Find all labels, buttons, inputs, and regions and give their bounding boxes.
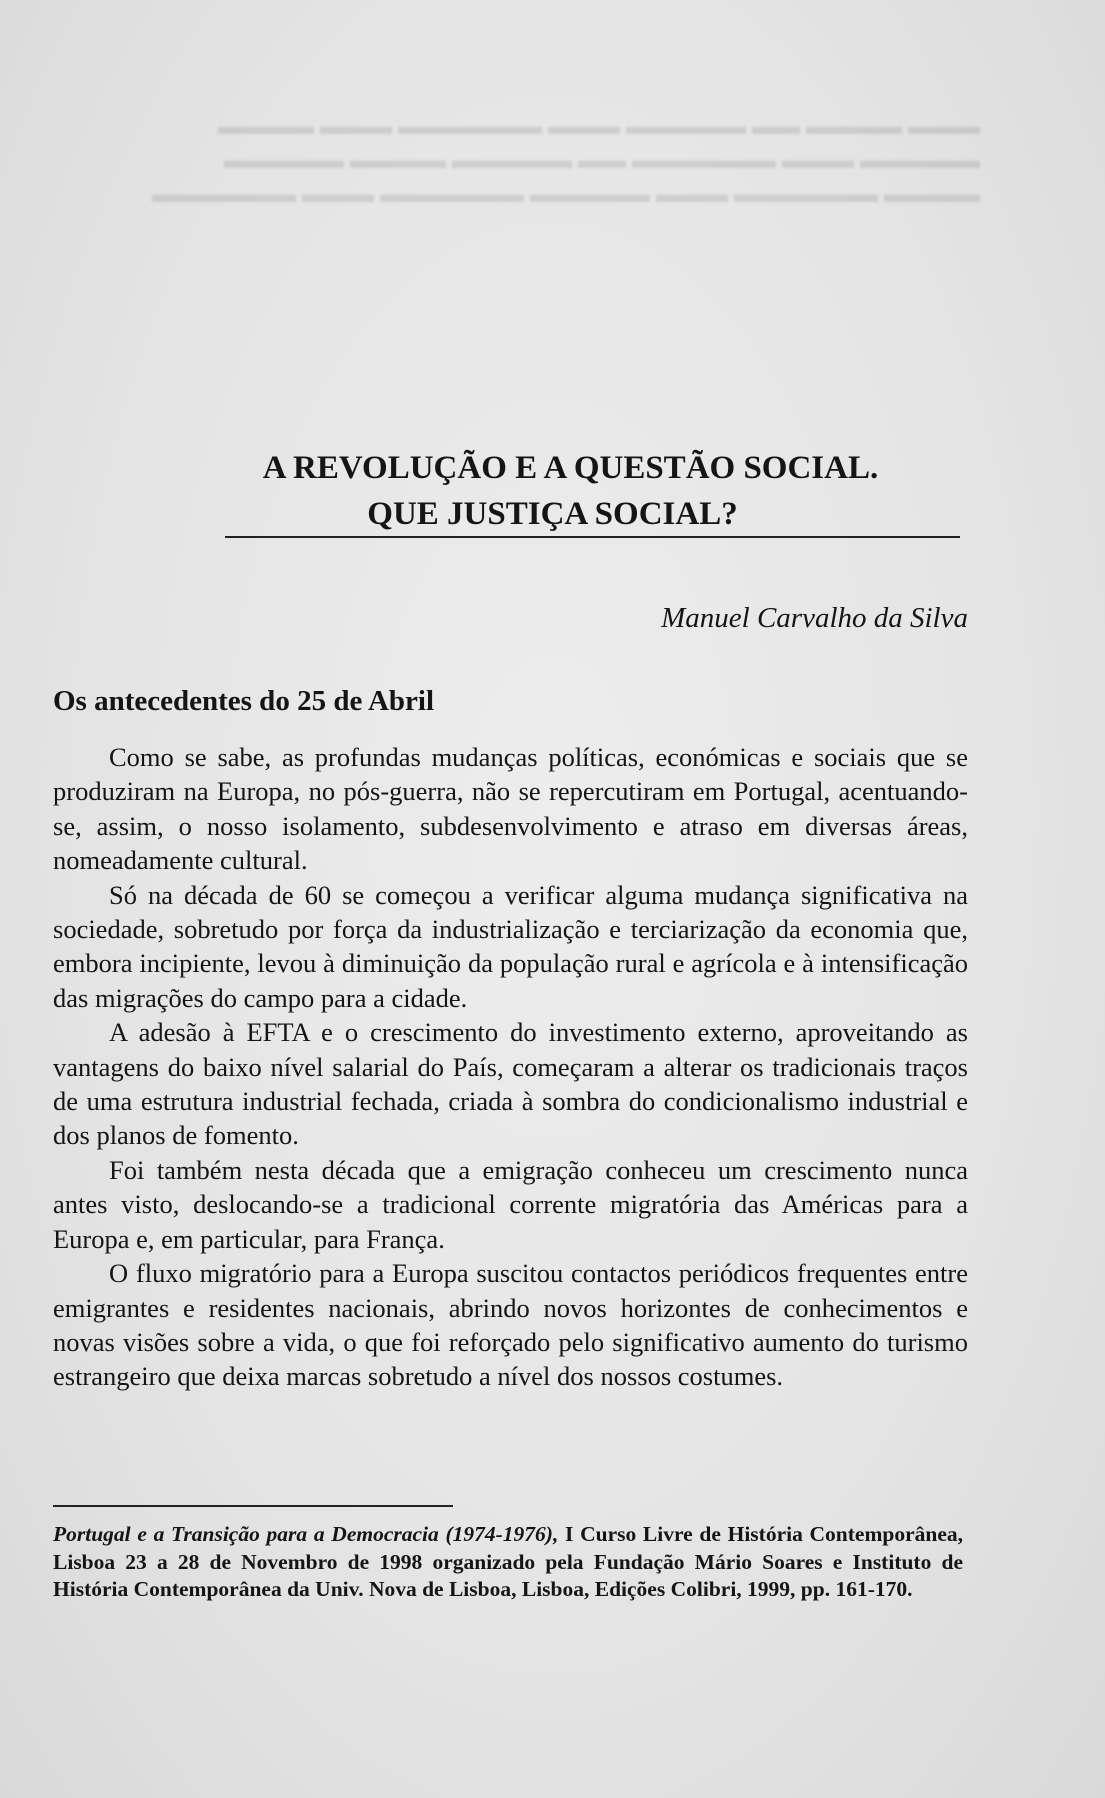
footnote-title: Portugal e a Transição para a Democracia (1974-1976), (53, 1522, 559, 1546)
section-heading: Os antecedentes do 25 de Abril (53, 685, 435, 717)
author-name: Manuel Carvalho da Silva (661, 602, 968, 634)
document-title-line-2: QUE JUSTIÇA SOCIAL? (367, 496, 738, 532)
document-title-line-1: A REVOLUÇÃO E A QUESTÃO SOCIAL. (262, 450, 879, 486)
body-text (53, 740, 968, 1394)
paragraph: O fluxo migratório para a Europa suscitou contactos periódicos frequentes entre emigrantes e residentes nacionais, abrindo novos horizontes de conhecimentos e novas visões sobre a vida, o que foi reforçado pelo significativo aumento do turismo estrangeiro que deixa marcas sobretudo a nível dos nossos costumes. (53, 1258, 968, 1392)
footnote (53, 1521, 963, 1604)
title-divider (225, 536, 960, 538)
footnote-divider (53, 1505, 453, 1507)
paragraph: Como se sabe, as profundas mudanças políticas, económicas e sociais que se produziram na Europa, no pós-guerra, não se repercutiram em Portugal, acentuando-se, assim, o nosso isolamento, subdesenvolvimento e atraso em diversas áreas, nomeadamente cultural. (53, 742, 968, 876)
footnote-text: I Curso Livre de História Contemporânea, Lisboa 23 a 28 de Novembro de 1998 organizado pela Fundação Mário Soares e Instituto de História Contemporânea da Univ. Nova de Lisboa, Lisboa, Edições Colibri, 1999, pp. 161-170. (53, 1522, 963, 1601)
paragraph: Só na década de 60 se começou a verificar alguma mudança significativa na sociedade, sobretudo por força da industrialização e terciarização da economia que, embora incipiente, levou à diminuição da população rural e agrícola e à intensificação das migrações do campo para a cidade. (53, 879, 968, 1013)
paragraph: A adesão à EFTA e o crescimento do investimento externo, aproveitando as vantagens do baixo nível salarial do País, começaram a alterar os tradicionais traços de uma estrutura industrial fechada, criada à sombra do condicionalismo industrial e dos planos de fomento. (53, 1017, 968, 1151)
show-through-texture: ▬▬▬ ▬▬▬▬ ▬▬ ▬▬▬▬▬ ▬▬▬ ▬▬▬▬▬▬ ▬▬▬ ▬▬▬▬ ▬▬▬▬▬ ▬▬▬ ▬▬▬▬▬▬ ▬▬ ▬▬▬▬▬ ▬▬▬▬ ▬▬▬▬▬ ▬▬▬▬ ▬▬▬▬▬▬ ▬▬▬ ▬▬▬▬▬ ▬▬▬▬▬▬ ▬▬▬ ▬▬▬▬▬▬ (152, 114, 980, 208)
paragraph: Foi também nesta década que a emigração conheceu um crescimento nunca antes visto, deslocando-se a tradicional corrente migratória das Américas para a Europa e, em particular, para França. (53, 1154, 968, 1254)
